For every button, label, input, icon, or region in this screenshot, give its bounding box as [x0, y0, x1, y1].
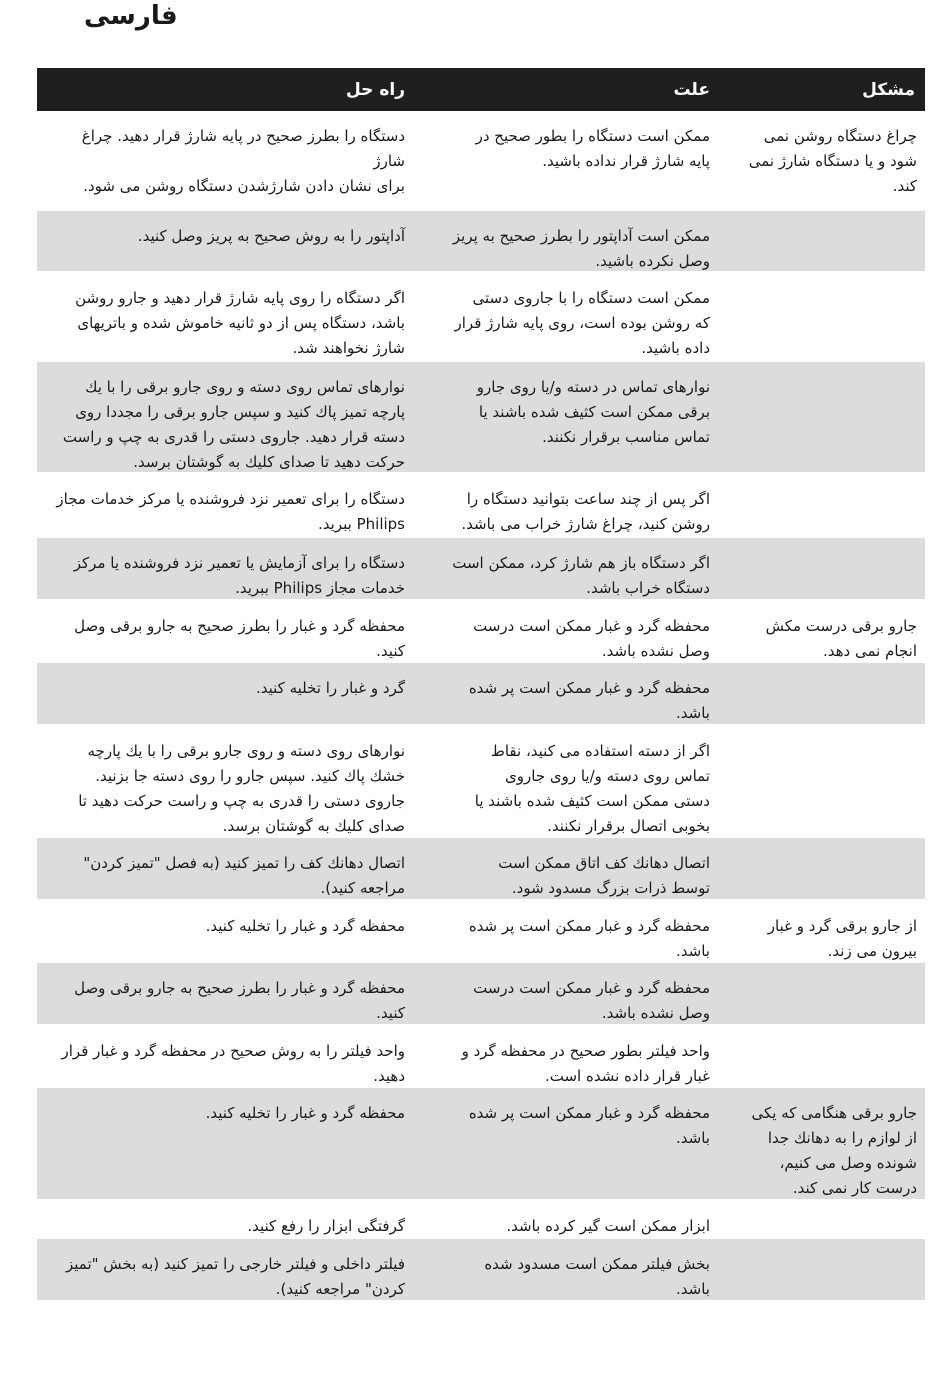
table-row	[37, 1201, 925, 1239]
cause-cell: محفظه گرد و غبار ممکن است درست وصل نشده باشد.	[473, 979, 710, 1022]
table-row	[37, 726, 925, 838]
solution-cell: اتصال دهانك کف را تمیز کنید (به فصل "تمیز کردن" مراجعه کنید).	[83, 854, 405, 897]
cause-cell: اگر پس از چند ساعت بتوانید دستگاه را روشن کنید، چراغ شارژ خراب می باشد.	[461, 490, 710, 533]
cause-cell: محفظه گرد و غبار ممکن است درست وصل نشده باشد.	[473, 617, 710, 660]
table-row	[37, 211, 925, 273]
problem-cell	[720, 1239, 925, 1302]
problem-cell	[720, 663, 925, 726]
solution-cell: دستگاه را بطرز صحیح در پایه شارژ قرار دهید. چراغ شارژ برای نشان دادن شارژشدن دستگاه روشن می شود.	[81, 127, 405, 195]
troubleshooting-table	[37, 68, 925, 1302]
problem-cell	[720, 362, 925, 475]
table-row	[37, 901, 925, 963]
solution-cell: محفظه گرد و غبار را بطرز صحیح به جارو برقی وصل کنید.	[74, 979, 405, 1022]
problem-cell	[720, 838, 925, 901]
cause-cell: محفظه گرد و غبار ممکن است پر شده باشد.	[468, 917, 710, 960]
header-solution: راه حل	[346, 80, 405, 100]
solution-cell: نوارهای روی دسته و روی جارو برقی را با یك پارچه خشك پاك کنید. سپس جارو را روی دسته جا بزنید. جاروی دستی را قدری به چپ و راست حرکت دهید تا صدای کلیك به گوشتان برسد.	[78, 742, 405, 835]
solution-cell: گرد و غبار را تخلیه کنید.	[255, 679, 405, 697]
table-header	[37, 68, 925, 111]
problem-cell	[720, 1026, 925, 1089]
solution-cell: نوارهای تماس روی دسته و روی جارو برقی را با یك پارچه تمیز پاك کنید و سپس جارو برقی را مجددا روی دسته قرار دهید. جاروی دستی را قدری به چپ و راست حرکت دهید تا صدای کلیك به گوشتان برسد.	[62, 378, 405, 471]
solution-cell: دستگاه را برای آزمایش یا تعمیر نزد فروشنده یا مرکز خدمات مجاز Philips ببرید.	[73, 554, 405, 597]
problem-cell	[720, 273, 925, 361]
problem-cell: چراغ دستگاه روشن نمی شود و یا دستگاه شارژ نمی کند.	[748, 127, 917, 195]
problem-cell: جارو برقی هنگامی که یکی از لوازم را به دهانك جدا شونده وصل می کنیم، درست کار نمی کند.	[751, 1104, 917, 1197]
cause-cell: نوارهای تماس در دسته و/یا روی جارو برقی ممکن است کثیف شده باشند یا تماس مناسب برقرار نکنند.	[476, 378, 710, 446]
solution-cell: محفظه گرد و غبار را بطرز صحیح به جارو برقی وصل کنید.	[74, 617, 405, 660]
solution-cell: محفظه گرد و غبار را تخلیه کنید.	[205, 1104, 405, 1122]
problem-cell: جارو برقی درست مکش انجام نمی دهد.	[765, 617, 917, 660]
problem-cell	[720, 1201, 925, 1239]
cause-cell: ممکن است آداپتور را بطرز صحیح به پریز وصل نکرده باشید.	[452, 227, 710, 270]
cause-cell: محفظه گرد و غبار ممکن است پر شده باشد.	[468, 1104, 710, 1147]
problem-cell	[720, 211, 925, 274]
page-title: فارسی	[84, 1, 178, 31]
cause-cell: اگر دستگاه باز هم شارژ کرد، ممکن است دستگاه خراب باشد.	[452, 554, 710, 597]
cause-cell: اتصال دهانك کف اتاق ممکن است توسط ذرات بزرگ مسدود شود.	[498, 854, 710, 897]
cause-cell: بخش فیلتر ممکن است مسدود شده باشد.	[484, 1255, 710, 1298]
table-row	[37, 111, 925, 211]
table-row	[37, 601, 925, 663]
cause-cell: محفظه گرد و غبار ممکن است پر شده باشد.	[468, 679, 710, 722]
table-row	[37, 474, 925, 538]
table-row	[37, 663, 925, 726]
solution-cell: اگر دستگاه را روی پایه شارژ قرار دهید و جارو روشن باشد، دستگاه پس از دو ثانیه خاموش شده و باتریهای شارژ نخواهند شد.	[75, 289, 405, 357]
table-row	[37, 362, 925, 474]
cause-cell: واحد فیلتر بطور صحیح در محفظه گرد و غبار قرار داده نشده است.	[461, 1042, 710, 1085]
cause-cell: اگر از دسته استفاده می کنید، نقاط تماس روی دسته و/یا روی جاروی دستی ممکن است کثیف شده باشند یا بخوبی اتصال برقرار نکنند.	[474, 742, 710, 835]
table-row	[37, 273, 925, 362]
solution-cell: محفظه گرد و غبار را تخلیه کنید.	[205, 917, 405, 935]
table-row	[37, 963, 925, 1026]
problem-cell	[720, 963, 925, 1026]
solution-cell: فیلتر داخلی و فیلتر خارجی را تمیز کنید (به بخش "تمیز کردن" مراجعه کنید).	[65, 1255, 405, 1298]
solution-cell: واحد فیلتر را به روش صحیح در محفظه گرد و غبار قرار دهید.	[61, 1042, 405, 1085]
table-row	[37, 838, 925, 901]
problem-cell	[720, 726, 925, 839]
header-cause: علت	[673, 80, 710, 100]
solution-cell: گرفتگی ابزار را رفع کنید.	[247, 1217, 405, 1235]
table-row	[37, 1026, 925, 1088]
cause-cell: ممکن است دستگاه را بطور صحیح در پایه شارژ قرار نداده باشید.	[475, 127, 710, 170]
table-row	[37, 1239, 925, 1302]
problem-cell	[720, 538, 925, 601]
header-problem: مشکل	[862, 80, 915, 100]
cause-cell: ممکن است دستگاه را با جاروی دستی که روشن بوده است، روی پایه شارژ قرار داده باشید.	[454, 289, 710, 357]
table-row	[37, 538, 925, 601]
solution-cell: آداپتور را به روش صحیح به پریز وصل کنید.	[137, 227, 405, 245]
cause-cell: ابزار ممکن است گیر کرده باشد.	[506, 1217, 710, 1235]
problem-cell	[720, 474, 925, 537]
solution-cell: دستگاه را برای تعمیر نزد فروشنده یا مرکز خدمات مجاز Philips ببرید.	[56, 490, 405, 533]
problem-cell: از جارو برقی گرد و غبار بیرون می زند.	[767, 917, 917, 960]
table-row	[37, 1088, 925, 1201]
